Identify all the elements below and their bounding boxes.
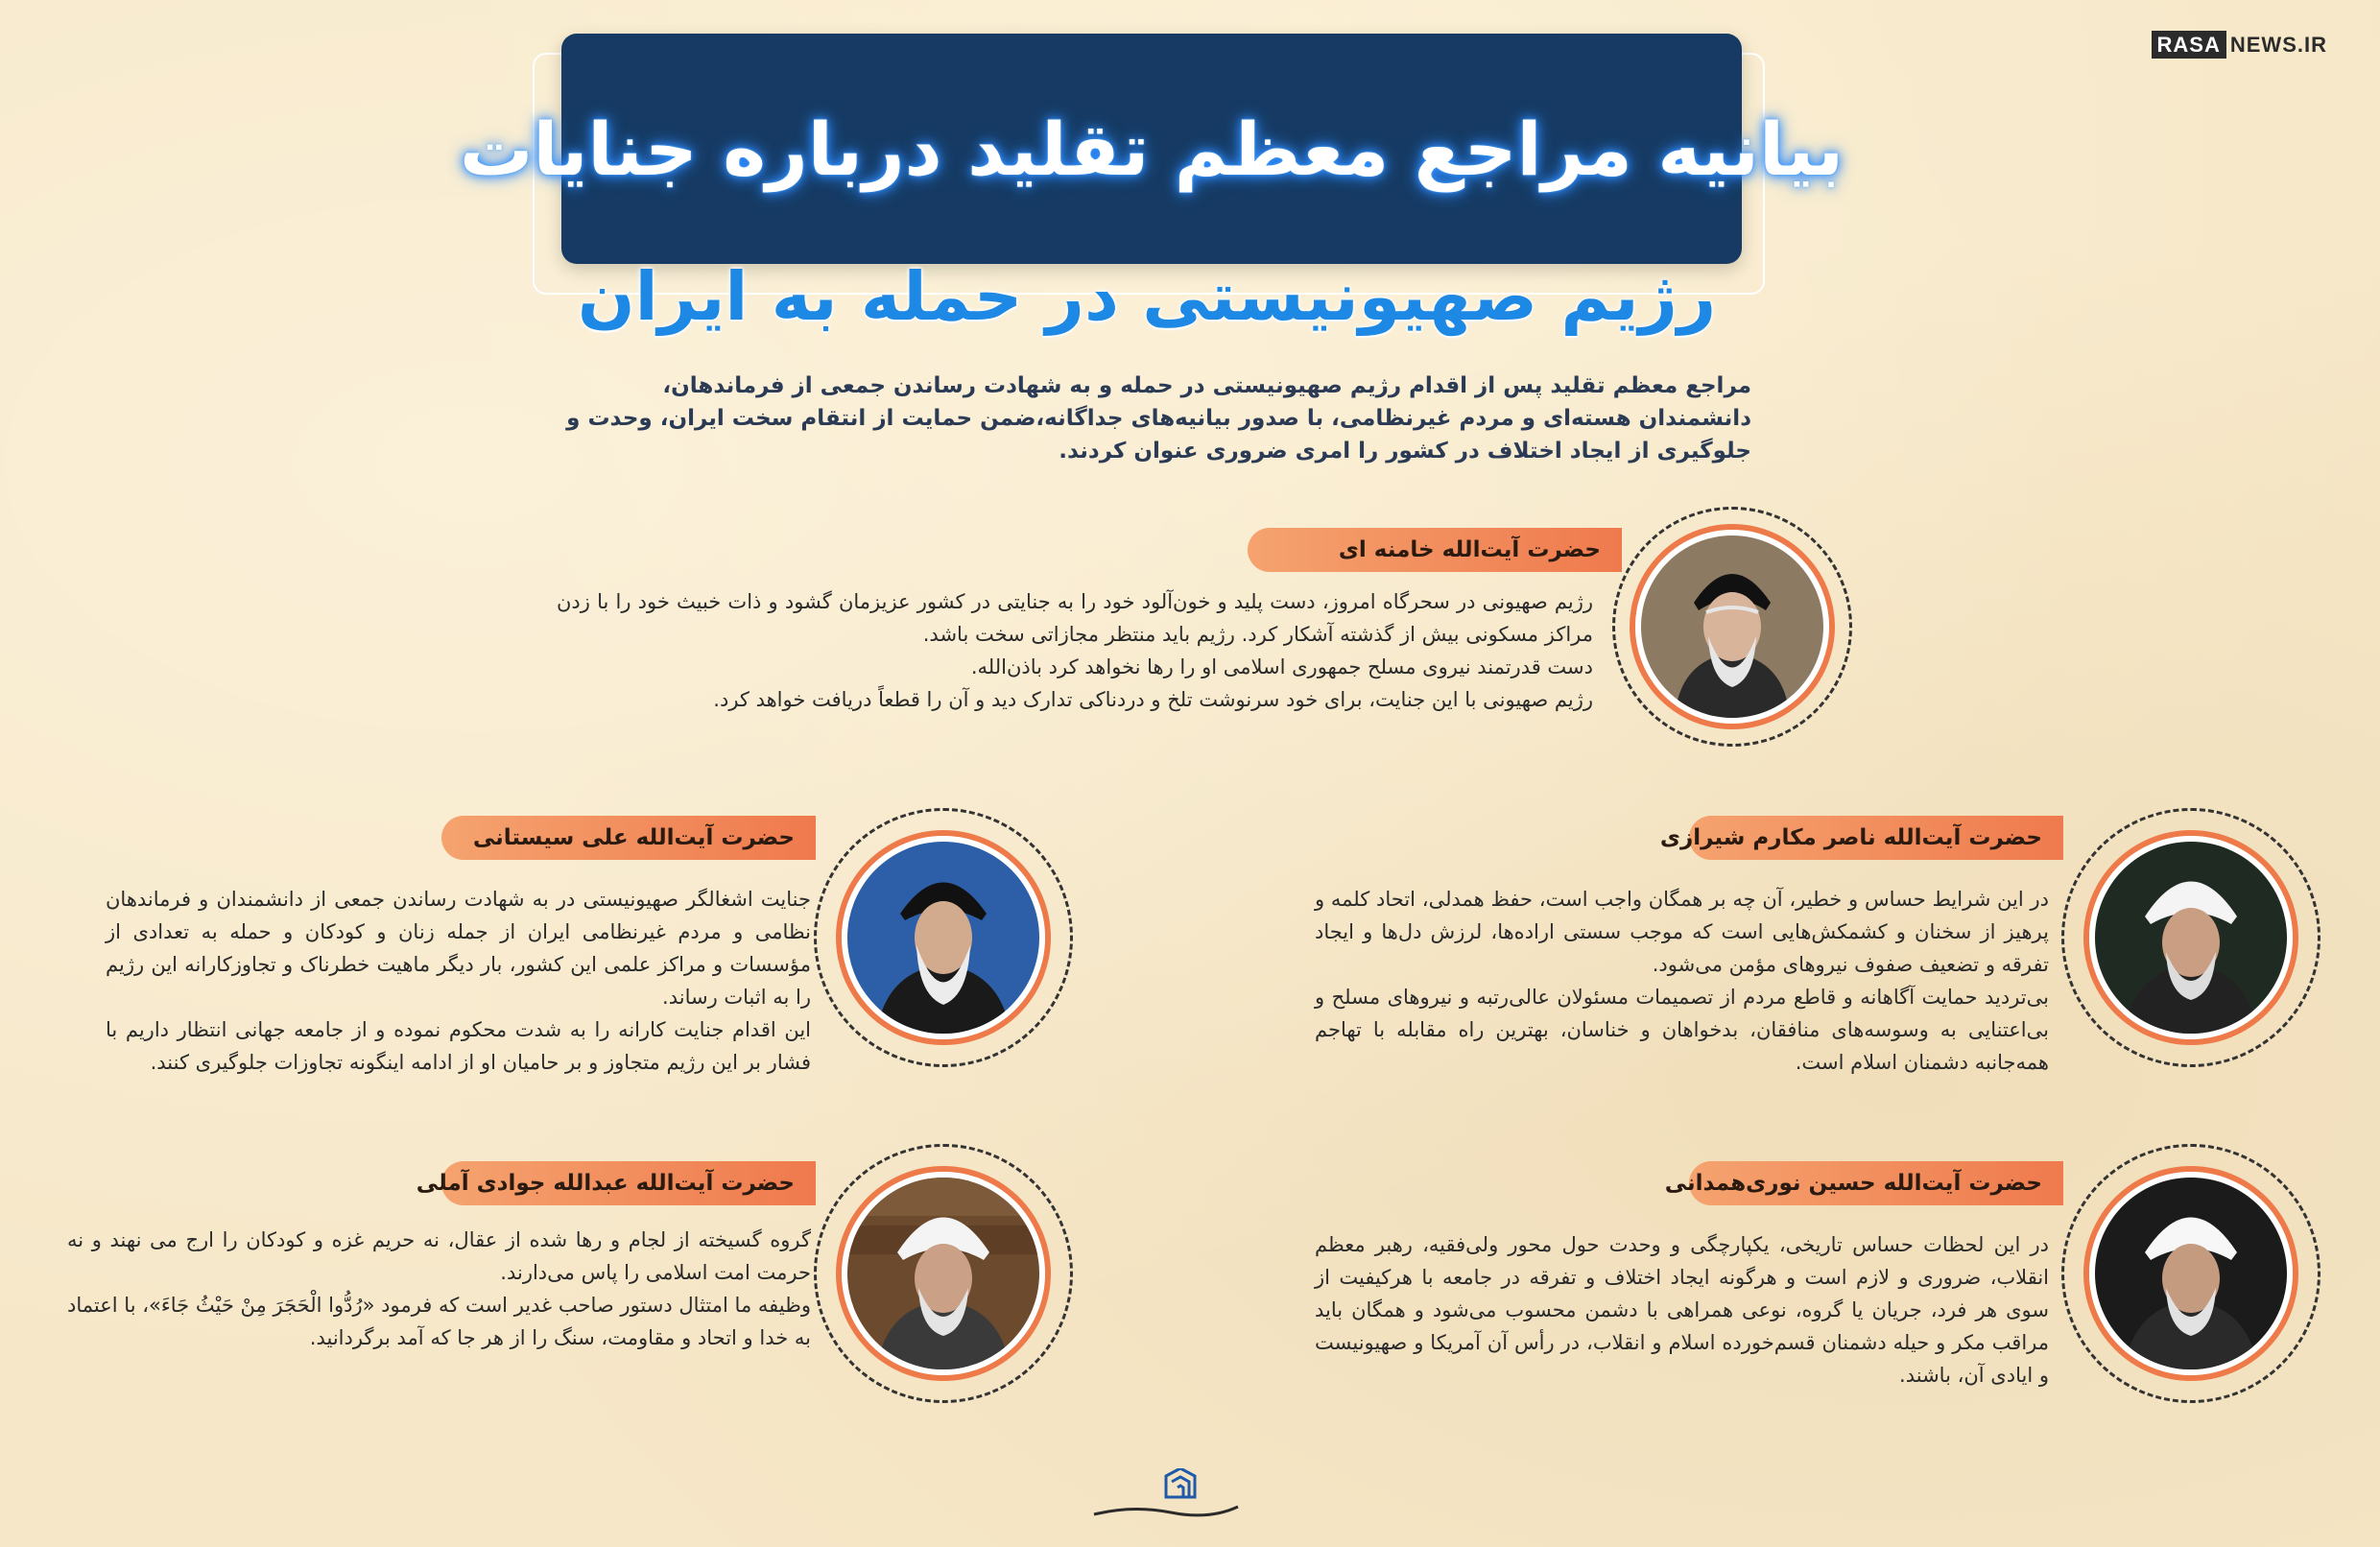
card-name-makarem: حضرت آیت‌الله ناصر مکارم شیرازی [1659,825,2042,850]
page-subtitle: رژیم صهیونیستی در حمله به ایران [577,257,1717,336]
card-quote-javadi [67,1224,811,1354]
card-name-nouri: حضرت آیت‌الله حسین نوری‌همدانی [1664,1171,2042,1196]
quote-line: این اقدام جنایت کارانه را به شدت محکوم نموده و از جامعه جهانی انتظار داریم با فشار بر این رژیم متجاوز و بر حامیان او از ادامه اینگونه تجاوزات جلوگیری کنند. [106,1018,811,1074]
quote-line: در این لحظات حساس تاریخی، یکپارچگی و وحدت حول محور ولی‌فقیه، رهبر معظم انقلاب، ضروری و لازم است و هرگونه ایجاد اختلاف و تفرقه در جامعه با هرکیفیت از سوی هر فرد، جریان یا گروه، نوعی همراهی با دشمن محسوب می‌شود و همگان باید مراقب مکر و حیله دشمنان قسم‌خورده اسلام و انقلاب، در رأس آن آمریکا و صهیونیست و ایادی آن، باشند. [1315,1233,2049,1387]
person-photo-icon [842,836,1045,1039]
rasa-watermark [2152,33,2327,58]
quote-line: بی‌تردید حمایت آگاهانه و قاطع مردم از تصمیمات مسئولان عالی‌رتبه و نیروهای مسلح و بی‌اعتنایی به وسوسه‌های منافقان، بدخواهان و خناسان، بهترین راه مقابله با تهاجم همه‌جانبه دشمنان اسلام است. [1315,986,2049,1074]
card-name-javadi: حضرت آیت‌الله عبدالله جوادی آملی [416,1171,795,1196]
person-photo-icon [1635,530,1829,724]
title-box [459,34,1844,264]
card-name-pill-sistani [441,816,816,860]
card-name-pill-nouri [1664,1161,2063,1205]
photo-ring-makarem [2061,808,2320,1067]
person-photo-icon [842,1172,1045,1375]
quote-line: رژیم صهیونی در سحرگاه امروز، دست پلید و خون‌آلود خود را به جنایتی در کشور عزیزمان گشود و ذات خبیث خود را با زدن مراکز مسکونی بیش از گذشته آشکار کرد. رژیم باید منتظر مجازاتی سخت باشد. [557,590,1593,646]
card-quote-nouri [1315,1228,2049,1392]
card-quote-makarem [1315,883,2049,1079]
quote-line: در این شرایط حساس و خطیر، آن چه بر همگان واجب است، حفظ همدلی، اتحاد کلمه و پرهیز از سخنان و کشمکش‌هایی است که موجب سستی اراده‌ها، لرزش دل‌ها و ایجاد تفرقه و تضعیف صفوف نیروهای مؤمن می‌شود. [1315,888,2049,976]
card-quote-sistani [106,883,811,1079]
quote-line: رژیم صهیونی با این جنایت، برای خود سرنوشت تلخ و دردناکی تدارک دید و آن را قطعاً دریافت خواهد کرد. [713,688,1593,711]
quote-line: وظیفه ما امتثال دستور صاحب غدیر است که فرمود «رُدُّوا الْحَجَرَ مِنْ حَيْثُ جَاءَ»، با اعتماد به خدا و اتحاد و مقاومت، سنگ را از هر جا که آمد برگردانید. [67,1294,811,1349]
photo-ring-khamenei [1612,507,1852,747]
person-photo-icon [2089,1172,2293,1375]
photo-ring-javadi [814,1144,1073,1403]
person-photo-icon [2089,836,2293,1039]
quote-line: دست قدرتمند نیروی مسلح جمهوری اسلامی او را رها نخواهد کرد باذن‌الله. [970,655,1593,678]
card-name-pill-javadi [416,1161,816,1205]
watermark-rasa: RASA [2152,31,2226,59]
card-name-sistani: حضرت آیت‌الله علی سیستانی [472,825,795,850]
intro-paragraph: مراجع معظم تقلید پس از اقدام رژیم صهیونیستی در حمله و به شهادت رساندن جمعی از فرماندهان، دانشمندان هسته‌ای و مردم غیرنظامی، با صدور بیانیه‌های جداگانه،ضمن حمایت از انتقام سخت ایران، وحدت و جلوگیری از ایجاد اختلاف در کشور را امری ضروری عنوان کردند. [566,373,1751,464]
quote-line: گروه گسیخته از لجام و رها شده از عقال، نه حریم غزه و کودکان را ارج می نهند و نه حرمت امت اسلامی را پاس می‌دارند. [67,1228,811,1284]
card-name-pill-makarem [1659,816,2063,860]
card-name-pill-khamenei [1248,528,1622,572]
quote-line: جنایت اشغالگر صهیونیستی در به شهادت رساندن جمعی از دانشمندان و فرماندهان نظامی و مردم غیرنظامی ایران از جمله زنان و کودکان و حمله به تعدادی از مؤسسات و مراکز علمی این کشور، بار دیگر ماهیت خطرناک و تجاوزکارانه این رژیم را به اثبات رساند. [106,888,811,1009]
photo-ring-nouri [2061,1144,2320,1403]
card-name-khamenei: حضرت آیت‌الله خامنه ای [1338,537,1601,562]
watermark-news: NEWS.IR [2229,33,2327,57]
page-title: بیانیه مراجع معظم تقلید درباره جنایات [459,106,1844,192]
card-quote-khamenei [557,585,1593,716]
photo-ring-sistani [814,808,1073,1067]
rasa-logo-icon [1075,1468,1248,1526]
